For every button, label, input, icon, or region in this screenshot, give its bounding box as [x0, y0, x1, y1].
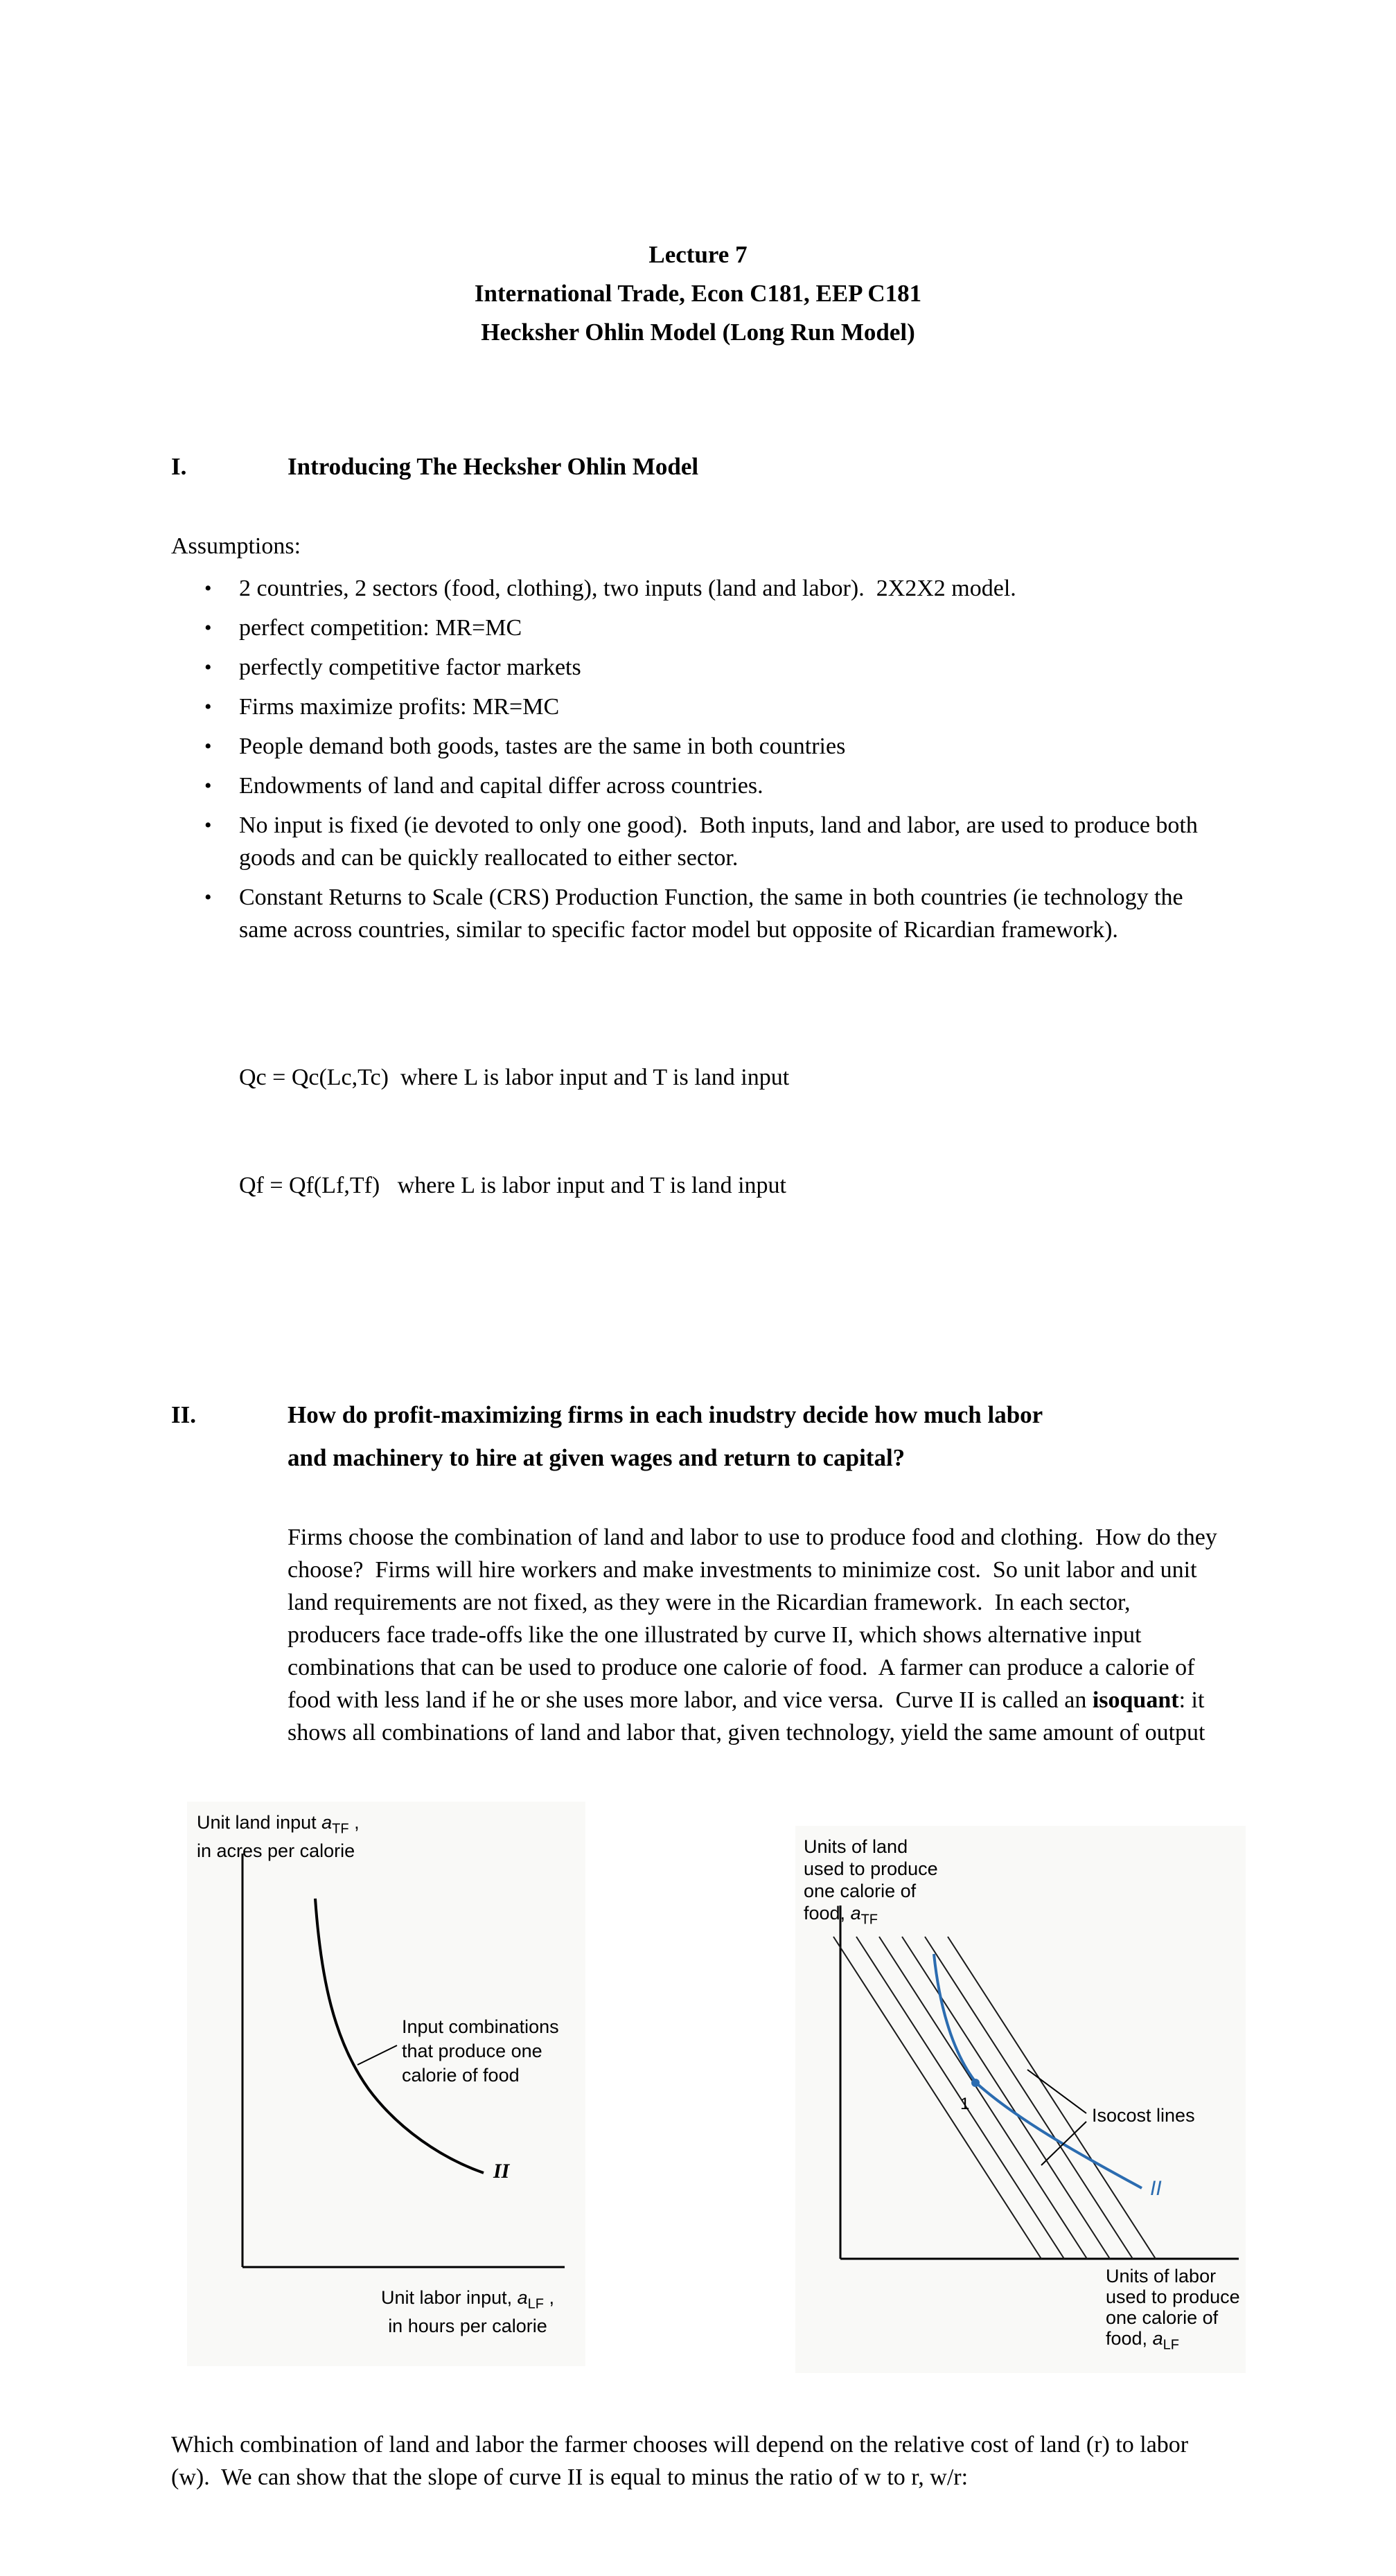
production-functions [239, 988, 1225, 1276]
x-label-line-1 [357, 2286, 578, 2315]
bullet-glyph: • [204, 735, 212, 758]
y-label-subscript: TF [332, 1821, 349, 1837]
assumptions-label: Assumptions: [171, 533, 301, 559]
bullet-glyph: • [204, 886, 212, 909]
right-fig-y-axis-label [804, 1836, 938, 1930]
bullet-glyph: • [204, 695, 212, 718]
isocost-line [948, 1937, 1156, 2259]
y-label-subscript: TF [860, 1912, 878, 1928]
input-combinations-annotation [402, 2015, 559, 2088]
section-1-heading [171, 445, 1225, 488]
y-label-post: , [348, 1812, 360, 1833]
bullet-text: 2 countries, 2 sectors (food, clothing), two inputs (land and labor). 2X2X2 model. [239, 576, 1016, 601]
y-label-line-4 [804, 1902, 938, 1930]
bullet-item [171, 612, 1225, 644]
isocost-lines-annotation: Isocost lines [1092, 2105, 1195, 2126]
bullet-text: Constant Returns to Scale (CRS) Production Function, the same in both countries (ie technology the same across countries, similar to specific factor model but opposite of Ricardian framework). [239, 885, 1190, 943]
y-label-line-1: Units of land [804, 1836, 908, 1857]
left-fig-x-axis-label [357, 2286, 578, 2337]
title-line-1: Lecture 7 [648, 241, 748, 268]
bullet-glyph: • [204, 616, 212, 639]
annotation-line-3: calorie of food [402, 2065, 520, 2086]
section-2-heading [171, 1394, 1225, 1480]
section-2-number: II. [171, 1401, 196, 1428]
closing-paragraph: Which combination of land and labor the farmer chooses will depend on the relative cost of land (r) to labor (w). We can show that the slope of curve II is equal to minus the ratio of w to r, w/r: [171, 2432, 1194, 2490]
y-label-line-1 [197, 1811, 360, 1840]
x-label-line-1: Units of labor [1106, 2266, 1217, 2286]
document-title [171, 236, 1225, 352]
bullet-item [171, 651, 1225, 684]
section-2-title-line-1: How do profit-maximizing firms in each inudstry decide how much labor [288, 1401, 1043, 1428]
section-2-title [288, 1394, 1188, 1480]
bullet-text: Endowments of land and capital differ across countries. [239, 773, 763, 799]
bullet-glyph: • [204, 814, 212, 837]
bullet-item [171, 730, 1225, 763]
section-1-title: Introducing The Hecksher Ohlin Model [288, 453, 699, 480]
curve-ii-label: II [1150, 2177, 1162, 2200]
figure-left-isoquant [187, 1802, 585, 2366]
bullet-item [171, 572, 1225, 605]
bullet-glyph: • [204, 577, 212, 600]
x-label-post: , [543, 2287, 554, 2308]
x-label-variable: a [517, 2287, 528, 2308]
isocost-line [902, 1937, 1110, 2259]
section-2-title-line-2: and machinery to hire at given wages and return to capital? [288, 1444, 905, 1471]
y-label-pre: food, [804, 1903, 851, 1924]
bullet-text: No input is fixed (ie devoted to only one good). Both inputs, land and labor, are used to produce both goods and can be quickly reallocated to either sector. [239, 812, 1204, 871]
curve-ii-label: II [493, 2160, 510, 2183]
title-line-2: International Trade, Econ C181, EEP C181 [474, 280, 922, 307]
paragraph-text: Firms choose the combination of land and labor to use to produce food and clothing. How do they choose? Firms will hire workers and make investments to minimize cost. So unit labor and unit land requirements are not fixed, as they were in the Ricardian framework. In each sector, producers face trade-offs like the one illustrated by curve II, which shows alternative input combinations that can be used to produce one calorie of food. A farmer can produce a calorie of food with less land if he or she uses more labor, and vice versa. Curve II is called an [288, 1525, 1223, 1713]
isocost-line [925, 1937, 1133, 2259]
bullet-item [171, 881, 1225, 946]
x-label-pre: Unit labor input, [381, 2287, 518, 2308]
body-paragraph [288, 1521, 1225, 1749]
x-label-line-2: used to produce [1106, 2286, 1240, 2307]
annotation-line-2: that produce one [402, 2041, 542, 2061]
paragraph-text-continued: : it shows all combinations of land and labor that, given technology, yield the same amount of output [288, 1687, 1210, 1746]
figure-right-isocost [795, 1826, 1246, 2373]
isoquant-term: isoquant [1092, 1687, 1179, 1713]
isocost-line [879, 1937, 1087, 2259]
annotation-pointer-line [357, 2045, 397, 2065]
section-1-number: I. [171, 453, 187, 480]
bullet-glyph: • [204, 656, 212, 679]
y-label-line-2: in acres per calorie [197, 1840, 355, 1862]
bullet-text: perfectly competitive factor markets [239, 655, 581, 680]
tangency-point [971, 2079, 980, 2087]
x-label-line-2: in hours per calorie [388, 2316, 547, 2337]
x-label-pre: food, [1106, 2328, 1153, 2349]
right-fig-x-axis-label [1106, 2266, 1240, 2355]
annotation-line-1: Input combinations [402, 2016, 559, 2037]
y-label-pre: Unit land input [197, 1812, 322, 1833]
y-label-line-3: one calorie of [804, 1881, 917, 1901]
bullet-item [171, 770, 1225, 802]
bullet-item [171, 691, 1225, 723]
y-label-line-2: used to produce [804, 1858, 938, 1879]
tangency-point-label: 1 [960, 2095, 970, 2113]
x-label-line-3: one calorie of [1106, 2307, 1219, 2328]
y-label-variable: a [321, 1812, 333, 1833]
x-label-variable: a [1152, 2328, 1163, 2349]
x-label-line-4 [1106, 2328, 1240, 2355]
x-label-subscript: LF [1163, 2337, 1179, 2353]
x-label-subscript: LF [527, 2296, 544, 2312]
bullet-text: People demand both goods, tastes are the same in both countries [239, 734, 846, 759]
assumptions-bullet-list [171, 572, 1225, 946]
figures-row [171, 1802, 1240, 2373]
bullet-text: Firms maximize profits: MR=MC [239, 694, 560, 720]
bullet-item [171, 809, 1225, 874]
bullet-glyph: • [204, 774, 212, 797]
y-label-variable: a [850, 1903, 861, 1924]
bullet-text: perfect competition: MR=MC [239, 615, 522, 641]
equation-qf: Qf = Qf(Lf,Tf) where L is labor input and T is land input [239, 1173, 786, 1198]
title-line-3: Hecksher Ohlin Model (Long Run Model) [481, 319, 915, 346]
equation-qc: Qc = Qc(Lc,Tc) where L is labor input and T is land input [239, 1065, 790, 1090]
left-fig-y-axis-label [197, 1811, 360, 1862]
